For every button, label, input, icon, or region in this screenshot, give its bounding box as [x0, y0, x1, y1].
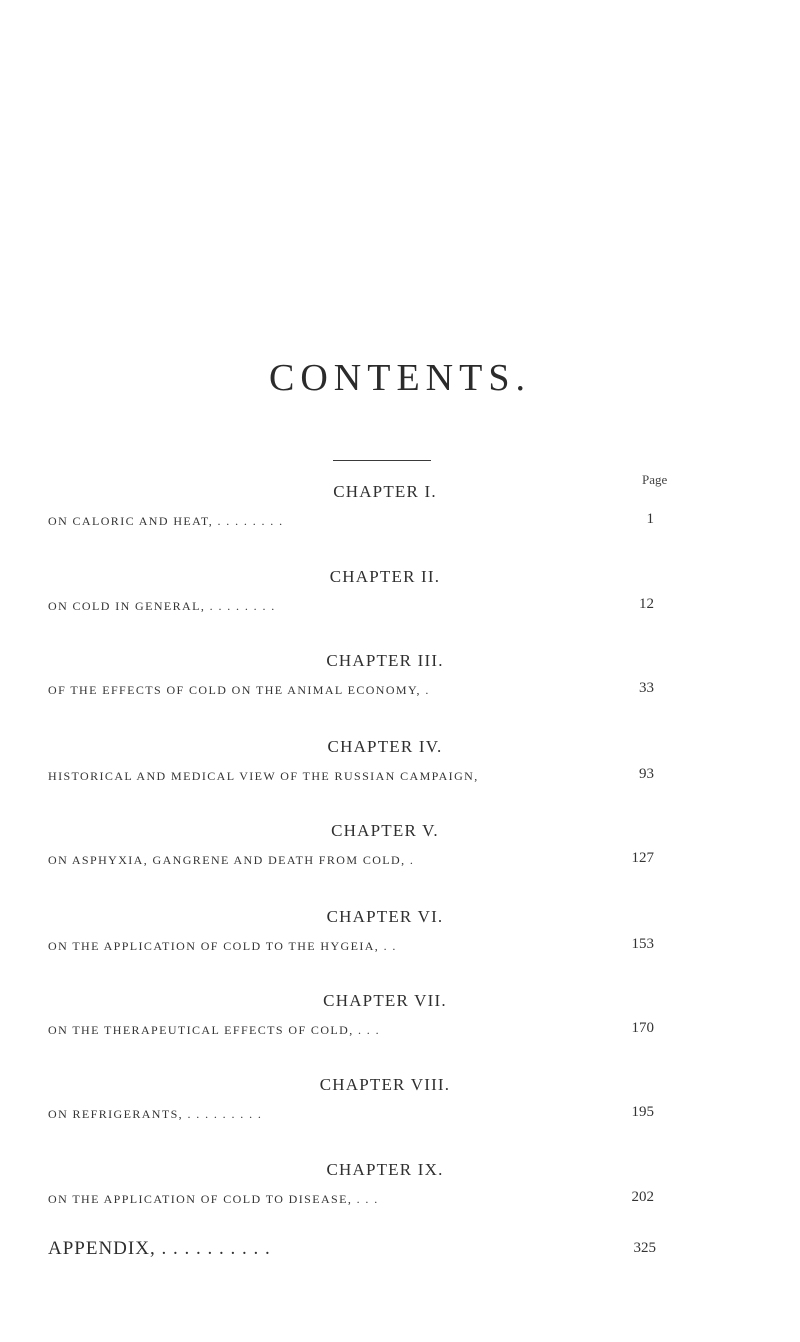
- chapter-heading-5: CHAPTER V.: [331, 821, 439, 840]
- chapter-heading-1: CHAPTER I.: [333, 482, 437, 501]
- chapter-page-7: 170: [631, 1020, 654, 1036]
- chapter-heading-4: CHAPTER IV.: [327, 737, 443, 756]
- chapter-heading-9: CHAPTER IX.: [326, 1160, 444, 1179]
- chapter-heading-2: CHAPTER II.: [329, 567, 441, 586]
- chapter-title-4: HISTORICAL AND MEDICAL VIEW OF THE RUSSIAN CAMPAIGN,: [48, 769, 479, 783]
- chapter-heading-3: CHAPTER III.: [326, 651, 444, 670]
- chapter-title-2: ON COLD IN GENERAL, . . . . . . . .: [48, 599, 276, 613]
- chapter-heading-7: CHAPTER VII.: [323, 991, 447, 1010]
- chapter-heading-6: CHAPTER VI.: [326, 907, 444, 926]
- chapter-page-1: 1: [646, 511, 654, 527]
- chapter-heading-8: CHAPTER VIII.: [319, 1075, 451, 1094]
- chapter-title-9: ON THE APPLICATION OF COLD TO DISEASE, . . .: [48, 1192, 379, 1206]
- chapter-title-6: ON THE APPLICATION OF COLD TO THE HYGEIA, . .: [48, 939, 397, 953]
- chapter-title-3: OF THE EFFECTS OF COLD ON THE ANIMAL ECONOMY, .: [48, 683, 430, 697]
- title-rule: [333, 460, 431, 461]
- chapter-page-9: 202: [631, 1189, 654, 1205]
- chapter-page-8: 195: [631, 1104, 654, 1120]
- appendix-title: APPENDIX, . . . . . . . . . .: [48, 1238, 271, 1259]
- appendix-page: 325: [633, 1240, 656, 1256]
- chapter-title-8: ON REFRIGERANTS, . . . . . . . . .: [48, 1107, 263, 1121]
- chapter-page-3: 33: [639, 680, 654, 696]
- chapter-page-2: 12: [639, 596, 654, 612]
- page-title: CONTENTS.: [269, 357, 531, 399]
- chapter-page-5: 127: [631, 850, 654, 866]
- page-column-label: Page: [642, 472, 668, 487]
- chapter-page-4: 93: [639, 766, 654, 782]
- chapter-title-1: ON CALORIC AND HEAT, . . . . . . . .: [48, 514, 284, 528]
- chapter-title-5: ON ASPHYXIA, GANGRENE AND DEATH FROM COLD, .: [48, 853, 415, 867]
- chapter-title-7: ON THE THERAPEUTICAL EFFECTS OF COLD, . . .: [48, 1023, 380, 1037]
- chapter-page-6: 153: [631, 936, 654, 952]
